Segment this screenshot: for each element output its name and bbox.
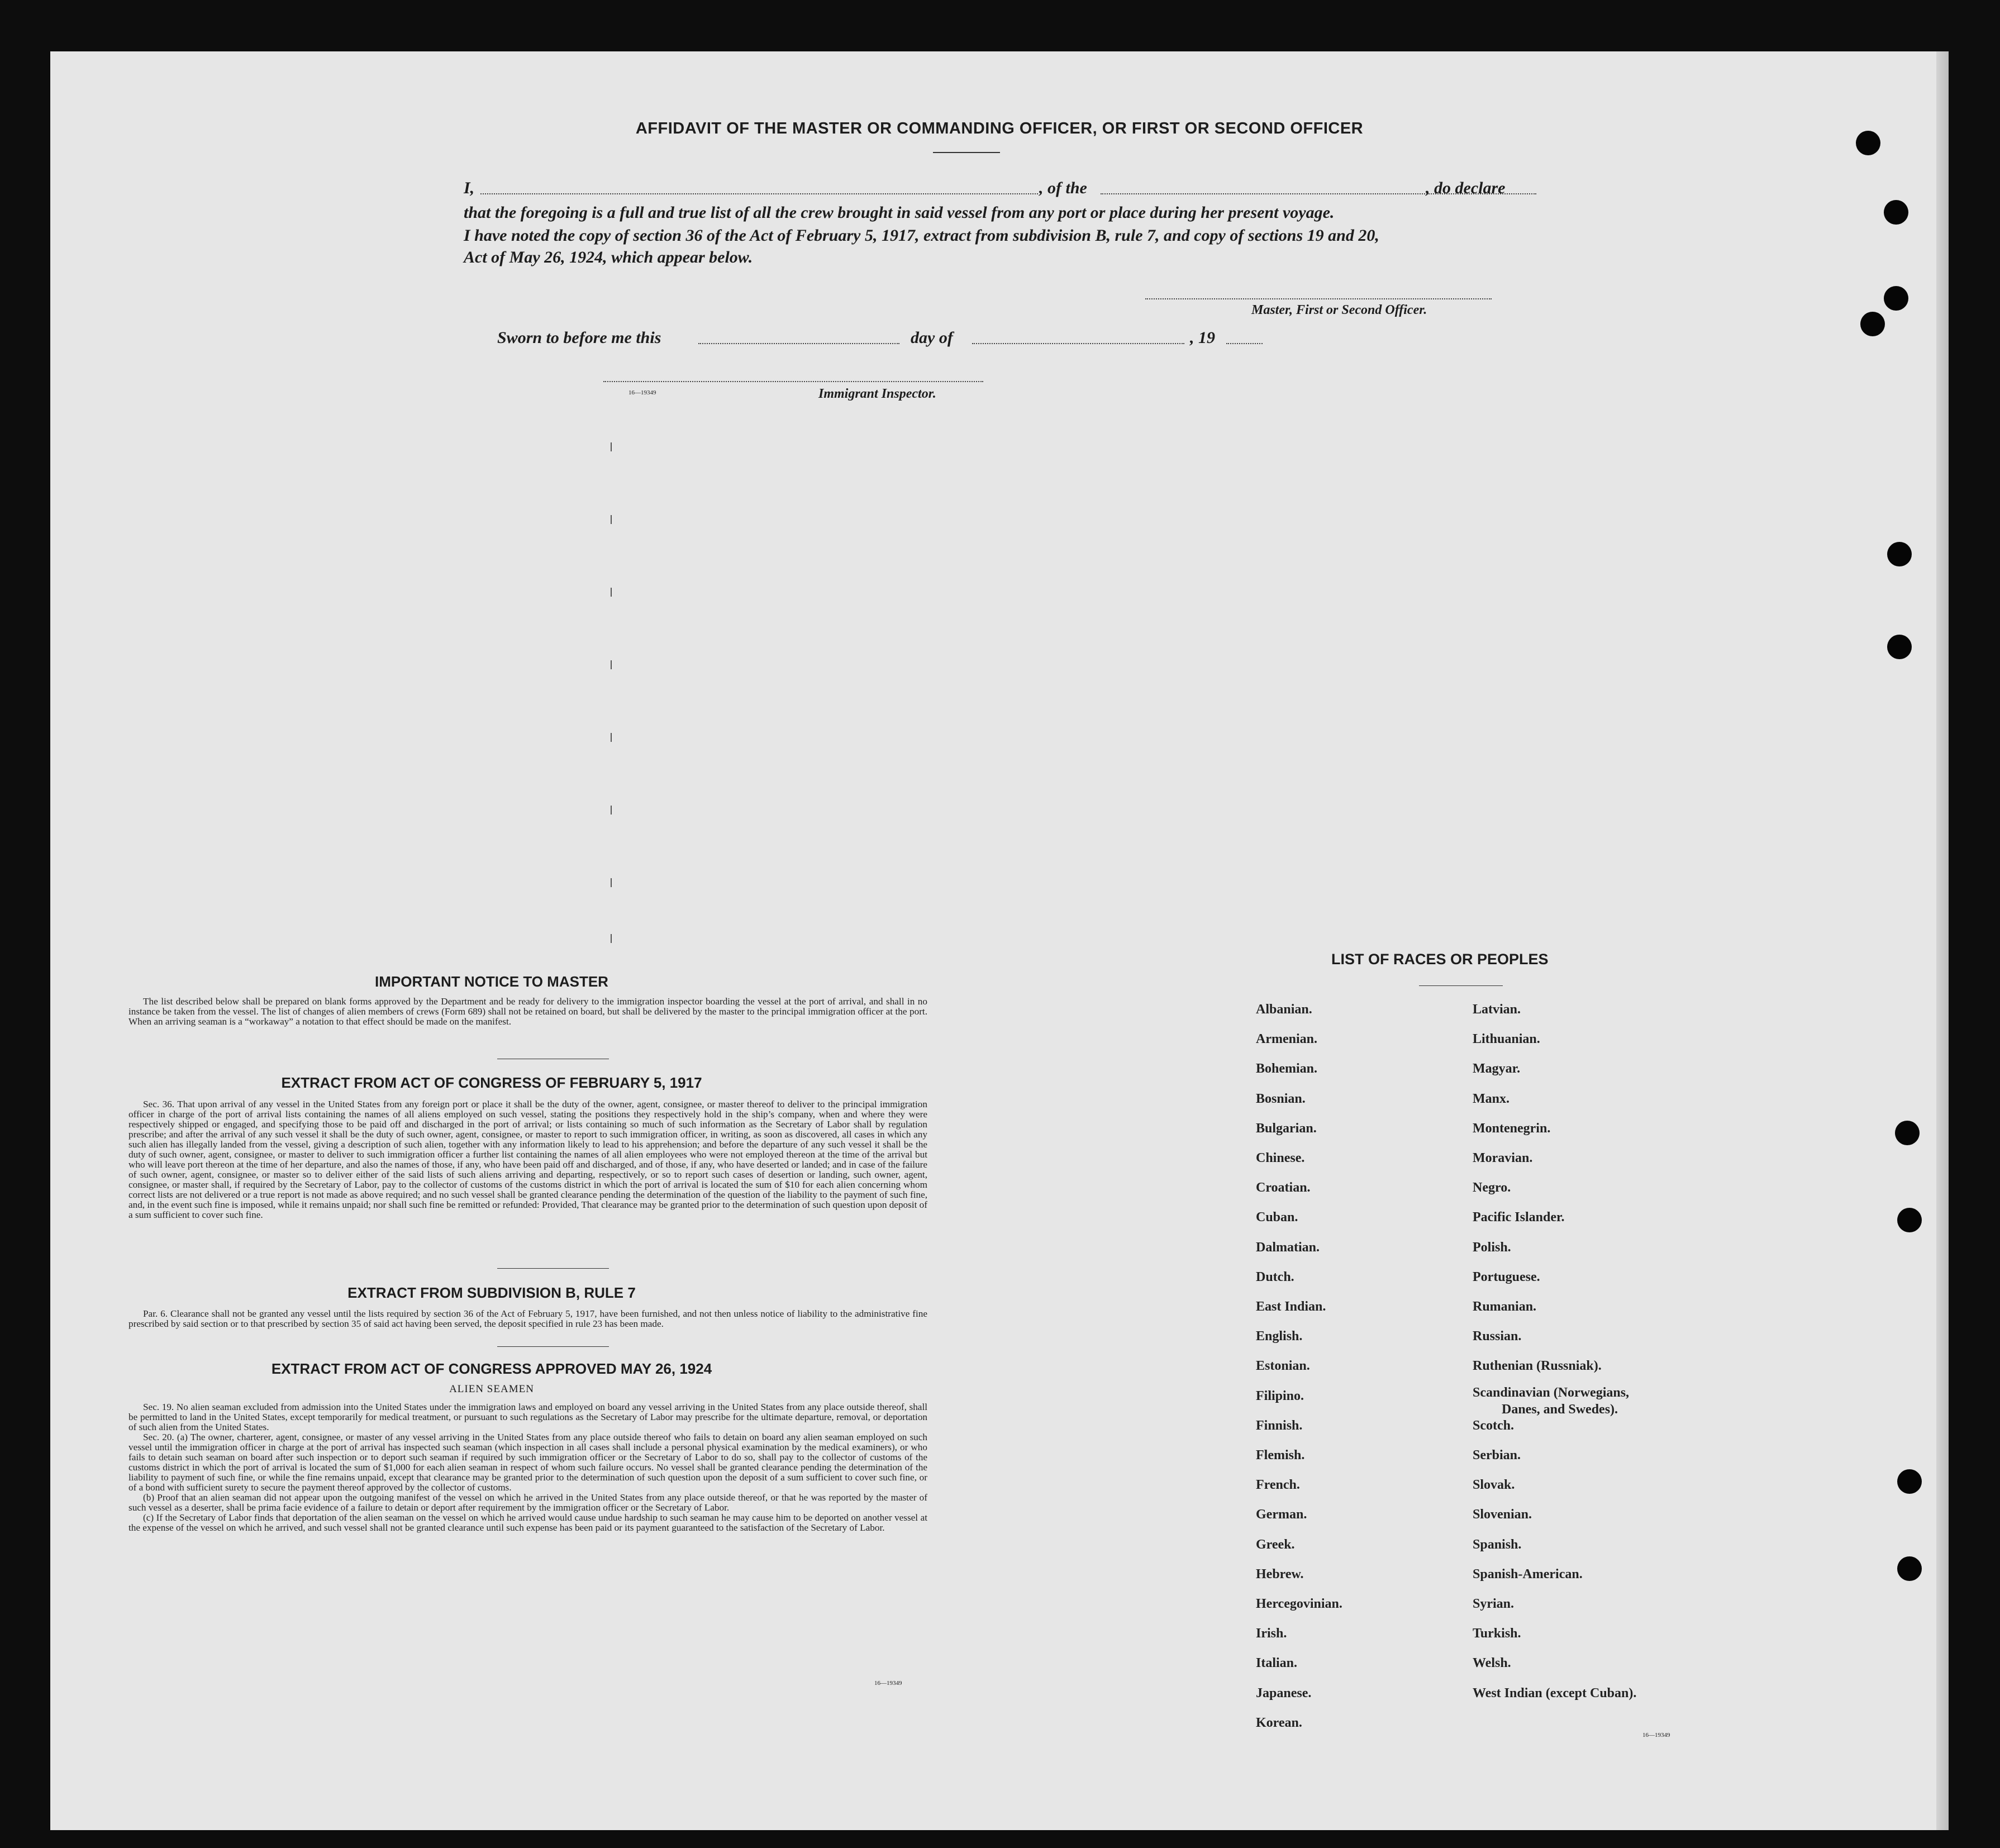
affidavit-line3: I have noted the copy of section 36 of the Act of February 5, 1917, extract from subdivision B, rule 7, and copy of sections 19 and 20,: [464, 226, 1379, 245]
race-item: Spanish-American.: [1473, 1566, 1583, 1582]
form-number-races: 16—19349: [1642, 1732, 1670, 1739]
race-item: West Indian (except Cuban).: [1473, 1685, 1637, 1701]
race-item: French.: [1256, 1478, 1300, 1493]
form-number-bottom-left: 16—19349: [874, 1680, 902, 1687]
race-item: Japanese.: [1256, 1685, 1312, 1701]
rule7-text: Par. 6. Clearance shall not be granted any vessel until the lists required by section 36 of the Act of February 5, 1917, have been furnished, and not then unless notice of liability to the administrative fine prescribed by said section or to that prescribed by section 35 of said act having been served, the deposit specified in rule 23 has been made.: [128, 1308, 927, 1329]
race-item: Croatian.: [1256, 1180, 1311, 1196]
crease-mark: [611, 878, 612, 887]
notice-text: The list described below shall be prepared on blank forms approved by the Department and be ready for delivery to the immigration inspector boarding the vessel at the port of arrival, and shall in no instance be taken from the vessel. The list of changes of alien members of crews (Form 689) shall not be retained on board, but shall be delivered by the master to the principal immigration officer at the port. When an arriving seaman is a “workaway” a notation to that effect should be made on the manifest.: [128, 996, 927, 1027]
race-item: Irish.: [1256, 1626, 1287, 1641]
race-item: Cuban.: [1256, 1210, 1298, 1225]
races-title: LIST OF RACES OR PEOPLES: [1331, 951, 1549, 968]
master-signature-label: Master, First or Second Officer.: [1251, 303, 1427, 317]
section-rule: [497, 1346, 609, 1347]
race-item: Scotch.: [1473, 1418, 1514, 1433]
race-item: Portuguese.: [1473, 1269, 1540, 1284]
race-item: German.: [1256, 1507, 1307, 1522]
master-signature-blank: [1145, 298, 1492, 299]
extract-1917-text: Sec. 36. That upon arrival of any vessel in the United States from any foreign port or place it shall be the duty of the owner, agent, consignee, or master thereof to deliver to the principal immigration officer in charge of the port of arrival lists containing the names of all aliens employed on such vessel, stating the positions they respectively hold in the ship’s company, when and where they were respectively shipped or engaged, and specifying those to be paid off and discharged in the port of arrival; or lists containing so much of such information as the Secretary of Labor shall by regulation prescribe; and after the arrival of any such vessel it shall be the duty of such owner, agent, consignee, or master to report to such immigration officer, in writing, as soon as discovered, all cases in which any such alien has illegally landed from the vessel, giving a description of such alien, together with any information likely to lead to his apprehension; and before the departure of any such vessel it shall be the duty of such owner, agent, consignee, or master to deliver to such immigration officer a further list containing the names of all alien employees who were not employed thereon at the time of the arrival but who will leave port thereon at the time of her departure, and also the names of those, if any, who have been paid off and discharged, and of those, if any, who have deserted or landed; and in case of the failure of such owner, agent, consignee, or master so to deliver either of the said lists of such aliens arriving and departing, respectively, or so to report such cases of desertion or landing, such owner, agent, consignee, or master shall, if required by the Secretary of Labor, pay to the collector of customs of the customs district in which the port of arrival is located the sum of $10 for each alien concerning whom correct lists are not delivered or a true report is not made as above required; and no such vessel shall be granted clearance pending the determination of the question of the liability to the payment of such fine, and, in the event such fine is imposed, while it remains unpaid; nor shall such fine be remitted or refunded: Provided, That clearance may be granted prior to the determination of such question upon deposit of a sum sufficient to cover such fine.: [128, 1099, 927, 1220]
race-item: Scandinavian (Norwegians,: [1473, 1385, 1630, 1400]
punch-hole: [1856, 131, 1880, 155]
affidavit-line1-mid: , of the: [1039, 179, 1087, 197]
race-item: Bulgarian.: [1256, 1121, 1317, 1136]
punch-hole: [1884, 200, 1908, 225]
race-item: Welsh.: [1473, 1656, 1511, 1671]
punch-hole: [1897, 1469, 1922, 1494]
punch-hole: [1884, 286, 1908, 311]
race-item: Italian.: [1256, 1656, 1298, 1671]
extract-1924-title: EXTRACT FROM ACT OF CONGRESS APPROVED MAY 26, 1924: [271, 1360, 712, 1377]
punch-hole: [1895, 1121, 1920, 1145]
race-item: Turkish.: [1473, 1626, 1521, 1641]
race-item: Filipino.: [1256, 1388, 1304, 1403]
extract-1924-text: [128, 1402, 927, 1533]
race-item: Armenian.: [1256, 1032, 1317, 1047]
crease-mark: [611, 733, 612, 742]
document-page: [50, 51, 1949, 1830]
sworn-month-blank: [972, 343, 1184, 344]
race-item: Manx.: [1473, 1091, 1509, 1106]
affidavit-title: AFFIDAVIT OF THE MASTER OR COMMANDING OFFICER, OR FIRST OR SECOND OFFICER: [635, 120, 1364, 137]
page-edge: [1936, 51, 1949, 1830]
race-item: Chinese.: [1256, 1151, 1305, 1165]
form-number-top: 16—19349: [628, 389, 656, 396]
affidavit-line1-end: , do declare: [1426, 179, 1506, 197]
race-item: Negro.: [1473, 1180, 1511, 1196]
race-item: Magyar.: [1473, 1061, 1521, 1077]
race-item: Latvian.: [1473, 1002, 1521, 1017]
sworn-text-mid: day of: [911, 328, 953, 347]
race-item: Pacific Islander.: [1473, 1210, 1565, 1225]
race-item: Greek.: [1256, 1537, 1295, 1552]
race-item: Korean.: [1256, 1715, 1302, 1730]
race-item: Ruthenian (Russniak).: [1473, 1359, 1602, 1374]
inspector-label: Immigrant Inspector.: [818, 387, 936, 401]
race-item: Polish.: [1473, 1240, 1511, 1255]
race-item: Hercegovinian.: [1256, 1597, 1342, 1611]
race-item: Rumanian.: [1473, 1299, 1537, 1314]
crease-mark: [611, 806, 612, 815]
sworn-text-start: Sworn to before me this: [497, 328, 661, 347]
crease-mark: [611, 442, 612, 451]
race-item: Albanian.: [1256, 1002, 1312, 1017]
race-item: Hebrew.: [1256, 1566, 1304, 1582]
extract-1917-title: EXTRACT FROM ACT OF CONGRESS OF FEBRUARY 5, 1917: [281, 1074, 702, 1091]
sec20c-text: (c) If the Secretary of Labor finds that deportation of the alien seaman on the vessel on which he arrived would cause undue hardship to such seaman he may cause him to be deported on another vessel at the expense of the vessel on which he arrived, and such vessel shall not be granted clearance until such expense has been paid or its payment guaranteed to the satisfaction of the Secretary of Labor.: [128, 1512, 927, 1533]
crease-mark: [611, 515, 612, 524]
race-item: Serbian.: [1473, 1448, 1521, 1463]
sworn-year-blank: [1226, 343, 1263, 344]
race-item: Finnish.: [1256, 1418, 1303, 1433]
race-item: Syrian.: [1473, 1597, 1515, 1611]
race-item: English.: [1256, 1329, 1303, 1344]
affidavit-line4: Act of May 26, 1924, which appear below.: [464, 248, 753, 266]
sec20a-text: Sec. 20. (a) The owner, charterer, agent, consignee, or master of any vessel arriving in the United States from any place outside thereof who fails to detain on board any alien seaman employed on such vessel until the immigration officer in charge at the port of arrival has inspected such seaman (which inspection in all cases shall include a personal physical examination by the medical examiners), or who fails to detain such seaman on board after such inspection or to deport such seaman if required by such immigration officer or the Secretary of Labor to do so, shall pay to the collector of customs of the customs district in which the port of arrival is located the sum of $1,000 for each alien seaman in respect of whom such failure occurs. No vessel shall be granted clearance pending the determination of the liability to payment of such fine, or while the fine remains unpaid, except that clearance may be granted prior to the determination of such question upon the deposit of a sum sufficient to cover such fine, or of a bond with sufficient surety to secure the payment thereof approved by the collector of customs.: [128, 1432, 927, 1493]
race-item: Bohemian.: [1256, 1061, 1318, 1077]
punch-hole: [1887, 635, 1912, 659]
alien-seamen-subtitle: ALIEN SEAMEN: [449, 1383, 534, 1395]
crease-mark: [611, 588, 612, 597]
title-rule: [933, 152, 1000, 153]
race-item: Russian.: [1473, 1329, 1522, 1344]
race-item: Flemish.: [1256, 1448, 1305, 1463]
inspector-signature-blank: [603, 381, 983, 382]
race-item: East Indian.: [1256, 1299, 1326, 1314]
sworn-text-end: , 19: [1190, 328, 1215, 347]
sec20b-text: (b) Proof that an alien seaman did not appear upon the outgoing manifest of the vessel on which he arrived in the United States from any place outside thereof, or that he was reported by the master of such vessel as a deserter, shall be prima facie evidence of a failure to detain or deport after requirement by the immigration officer or the Secretary of Labor.: [128, 1492, 927, 1513]
race-item: Slovenian.: [1473, 1507, 1532, 1522]
race-item: Dutch.: [1256, 1269, 1294, 1284]
punch-hole: [1897, 1556, 1922, 1581]
race-item: Spanish.: [1473, 1537, 1522, 1552]
race-item: Bosnian.: [1256, 1091, 1306, 1106]
race-item: Estonian.: [1256, 1359, 1310, 1374]
punch-hole: [1897, 1208, 1922, 1232]
notice-title: IMPORTANT NOTICE TO MASTER: [375, 973, 608, 990]
affidavit-line2: that the foregoing is a full and true list of all the crew brought in said vessel from any port or place during her present voyage.: [464, 203, 1335, 222]
race-item: Slovak.: [1473, 1478, 1515, 1493]
race-item: Dalmatian.: [1256, 1240, 1320, 1255]
race-item: Montenegrin.: [1473, 1121, 1551, 1136]
race-item: Lithuanian.: [1473, 1032, 1540, 1047]
sec19-text: Sec. 19. No alien seaman excluded from admission into the United States under the immigration laws and employed on board any vessel arriving in the United States from any place outside thereof, shall be permitted to land in the United States, except temporarily for medical treatment, or pursuant to such regulations as the Secretary of Labor may prescribe for the ultimate departure, removal, or deportation of such alien from the United States.: [128, 1402, 927, 1432]
crease-mark: [611, 934, 612, 943]
punch-hole: [1887, 542, 1912, 566]
race-item: Danes, and Swedes).: [1502, 1402, 1618, 1417]
crease-mark: [611, 660, 612, 669]
declarant-name-blank: [480, 193, 1038, 194]
sworn-day-blank: [698, 343, 899, 344]
rule7-title: EXTRACT FROM SUBDIVISION B, RULE 7: [347, 1284, 636, 1301]
race-item: Moravian.: [1473, 1151, 1533, 1165]
section-rule: [497, 1268, 609, 1269]
races-title-rule: [1419, 985, 1503, 986]
punch-hole: [1860, 312, 1885, 336]
affidavit-line1-start: I,: [464, 179, 475, 197]
